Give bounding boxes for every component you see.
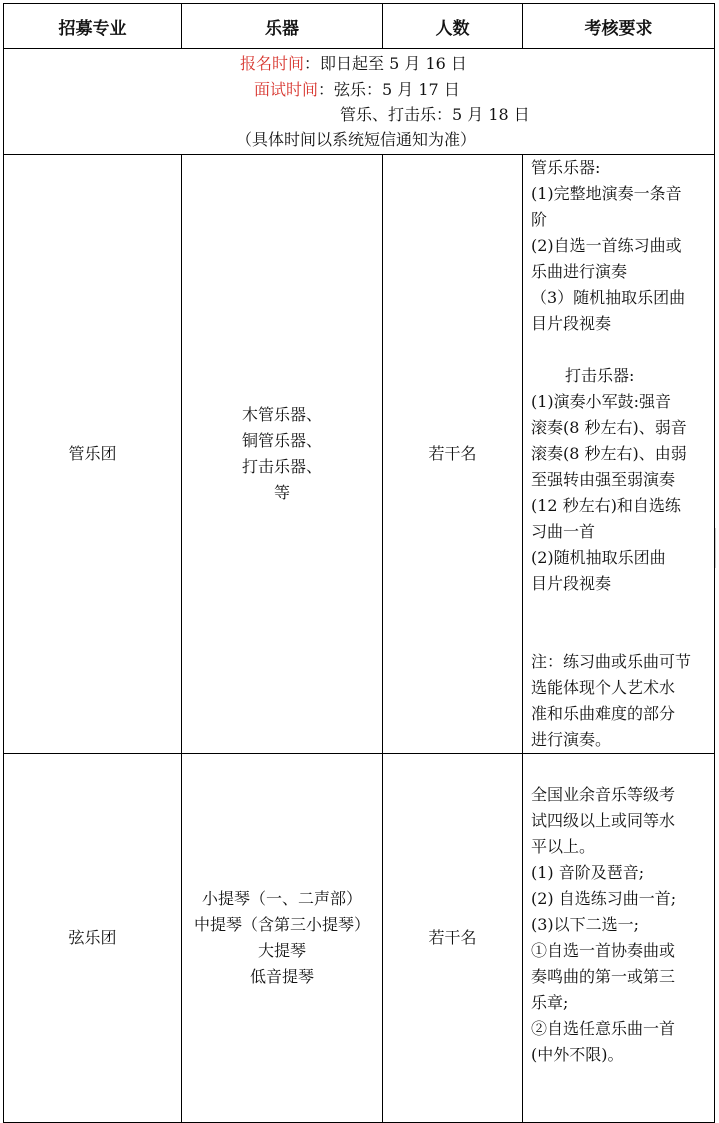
instrument-item: 等	[273, 483, 290, 502]
interview-time-line-2: 管乐、打击乐：5 月 18 日	[340, 105, 530, 124]
requirement-line: 奏鸣曲的第一或第三	[531, 967, 676, 986]
interview-time-value: ：弦乐：5 月 17 日	[318, 80, 460, 99]
instruments-cell	[182, 754, 383, 1123]
requirement-line: 滚奏(8 秒左右)、弱音	[531, 418, 687, 437]
requirement-line: 管乐乐器:	[531, 158, 601, 177]
instrument-item: 木管乐器、	[241, 405, 322, 424]
note-line: 注：练习曲或乐曲可节	[531, 652, 692, 671]
requirement-line: (12 秒左右)和自选练	[531, 496, 681, 515]
instrument-item: 小提琴（一、二声部）	[201, 889, 362, 908]
instrument-item: 低音提琴	[249, 967, 314, 986]
instruments-cell	[182, 155, 383, 754]
header-count: 人数	[383, 4, 523, 49]
instrument-item: 打击乐器、	[241, 457, 322, 476]
requirements-cell	[523, 754, 715, 1123]
note-line: 选能体现个人艺术水	[531, 678, 676, 697]
instrument-item: 大提琴	[257, 941, 306, 960]
interview-time-label: 面试时间	[254, 80, 319, 99]
requirement-line: 试四级以上或同等水	[531, 811, 676, 830]
requirement-line: 全国业余音乐等级考	[531, 785, 676, 804]
major-cell: 弦乐团	[4, 754, 182, 1123]
requirement-line: 阶	[531, 210, 548, 229]
requirements-cell	[523, 155, 715, 754]
requirement-line: (1)演奏小军鼓:强音	[531, 392, 672, 411]
major-cell: 管乐团	[4, 155, 182, 754]
requirement-line: 习曲一首	[531, 522, 596, 541]
requirement-line: (3)以下二选一;	[531, 915, 640, 934]
count-cell: 若干名	[383, 155, 523, 754]
requirement-line: 目片段视奏	[531, 314, 612, 333]
registration-time-label: 报名时间	[240, 54, 305, 73]
blank-line	[531, 623, 710, 649]
count-cell: 若干名	[383, 754, 523, 1123]
header-requirements: 考核要求	[523, 4, 715, 49]
requirement-line: 乐曲进行演奏	[531, 262, 628, 281]
requirement-line: (1) 音阶及琶音;	[531, 863, 645, 882]
requirement-line: (2) 自选练习曲一首;	[531, 889, 677, 908]
header-instruments: 乐器	[182, 4, 383, 49]
registration-time-line	[240, 51, 467, 77]
requirement-line: ①自选一首协奏曲或	[531, 941, 676, 960]
schedule-info-cell	[4, 49, 715, 155]
requirement-line: (中外不限)。	[531, 1045, 624, 1064]
table-row	[4, 754, 715, 1123]
info-row	[4, 49, 715, 155]
requirement-line: （3）随机抽取乐团曲	[531, 288, 686, 307]
table-row	[4, 155, 715, 754]
page-edge-mark	[715, 528, 719, 568]
registration-time-value: ：即日起至 5 月 16 日	[304, 54, 467, 73]
instrument-item: 中提琴（含第三小提琴）	[193, 915, 370, 934]
requirement-line: 目片段视奏	[531, 574, 612, 593]
blank-line	[531, 597, 710, 623]
note-line: 准和乐曲难度的部分	[531, 704, 676, 723]
requirement-line: 滚奏(8 秒左右)、由弱	[531, 444, 687, 463]
note-line: 进行演奏。	[531, 730, 612, 749]
interview-time-line	[254, 77, 460, 103]
requirement-line: (1)完整地演奏一条音	[531, 184, 682, 203]
requirement-line: 平以上。	[531, 837, 596, 856]
header-major: 招募专业	[4, 4, 182, 49]
blank-line	[531, 337, 710, 363]
requirement-line: 乐章;	[531, 993, 569, 1012]
schedule-note: （具体时间以系统短信通知为准）	[236, 130, 477, 149]
requirement-line: (2)随机抽取乐团曲	[531, 548, 666, 567]
requirement-heading: 打击乐器:	[565, 366, 635, 385]
recruitment-table	[3, 3, 715, 1123]
requirement-line: ②自选任意乐曲一首	[531, 1019, 676, 1038]
requirement-line: (2)自选一首练习曲或	[531, 236, 682, 255]
header-row	[4, 4, 715, 49]
requirement-line: 至强转由强至弱演奏	[531, 470, 676, 489]
instrument-item: 铜管乐器、	[241, 431, 322, 450]
